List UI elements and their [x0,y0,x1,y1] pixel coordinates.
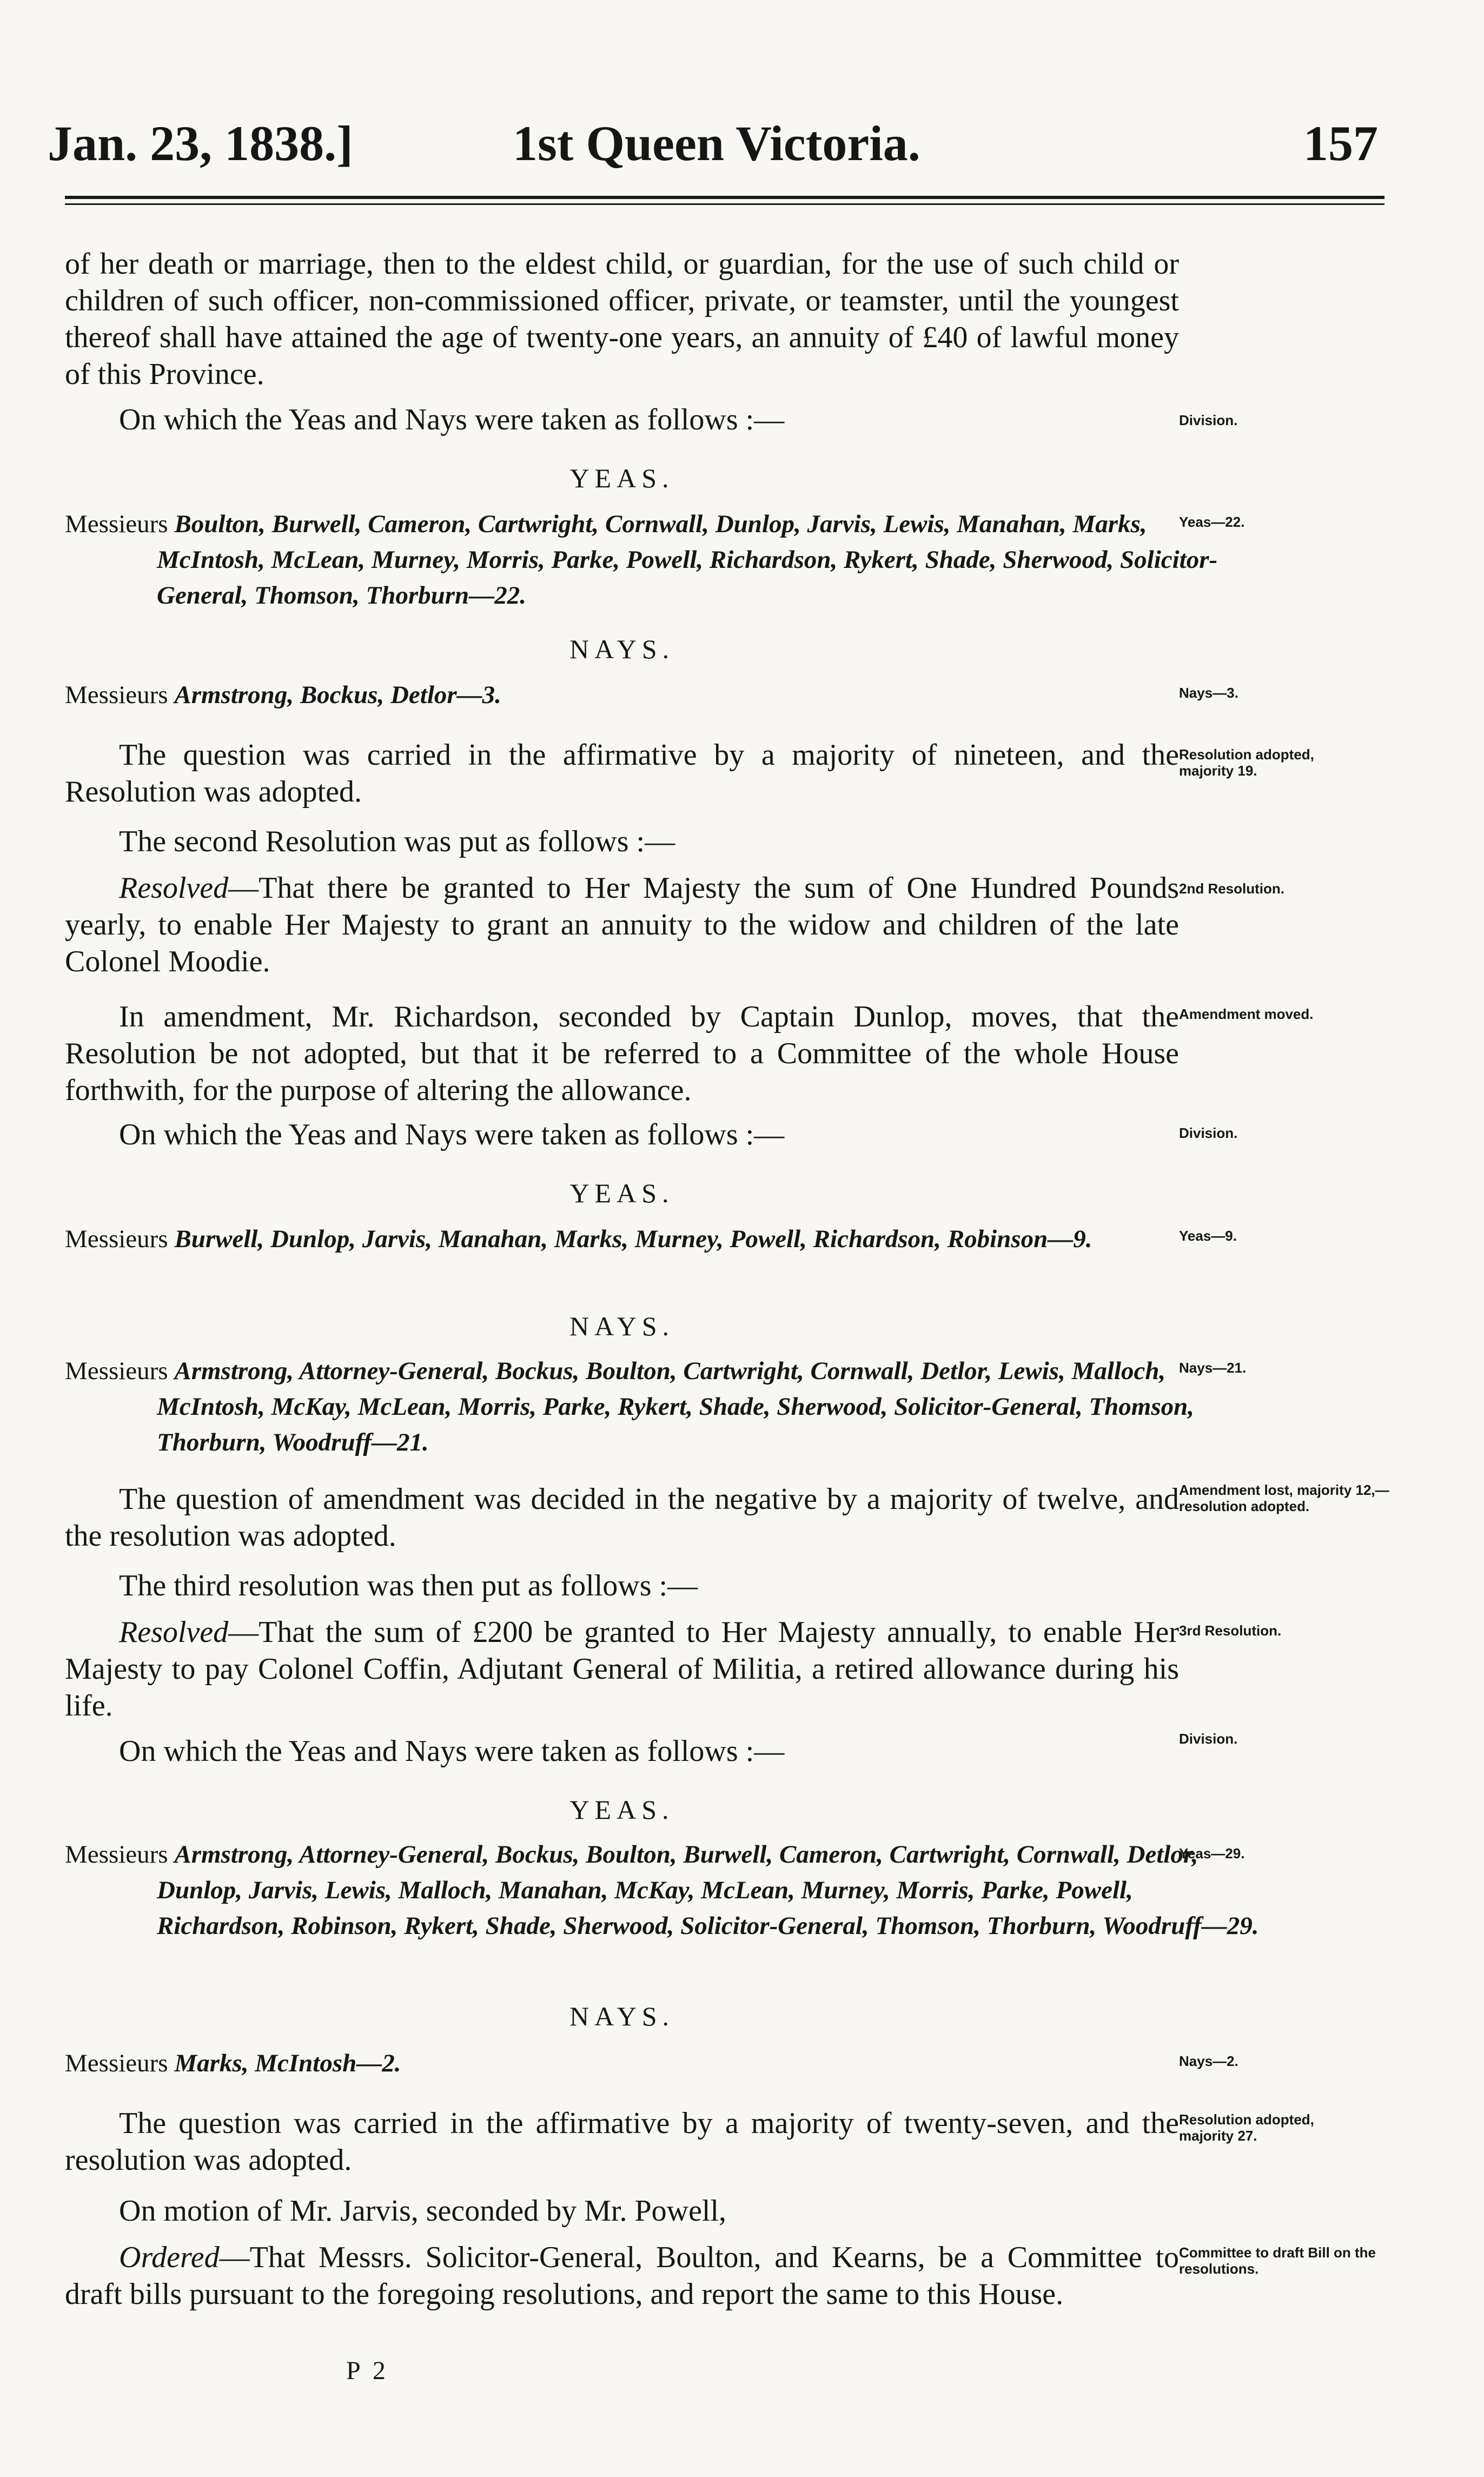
margin-note-resolution-adopted-1: Resolution adopted, majority 19. [1179,746,1314,779]
paragraph-division-3: On which the Yeas and Nays were taken as follows :— [119,1734,785,1768]
nays-names-3: Marks, McIntosh—2. [174,2049,401,2077]
paragraph-result-3: The question was carried in the affirmative by a majority of twenty-seven, and the resolution was adopted. [65,2107,1179,2177]
header-date: Jan. 23, 1838.] [48,116,353,171]
yeas-heading-1: YEAS. [569,463,674,493]
margin-note-committee: Committee to draft Bill on the resolutions. [1179,2244,1376,2277]
margin-note-nays-2: Nays—21. [1179,1360,1247,1376]
nays-names-2: Armstrong, Attorney-General, Bockus, Boulton, Cartwright, Cornwall, Detlor, Lewis, Malloch, McIntosh, McKay, McLean, Morris, Parke, Rykert, Shade, Sherwood, Solicitor-General, Thomson, Thorburn, Woodruff—21. [157,1357,1195,1456]
nays-list-3 [65,2045,1260,2081]
yeas-heading-3: YEAS. [569,1794,674,1825]
paragraph-second-resolution: The second Resolution was put as follows :— [119,825,675,858]
paragraph-resolved-3 [65,1614,1179,1724]
yeas-names-1: Boulton, Burwell, Cameron, Cartwright, Cornwall, Dunlop, Jarvis, Lewis, Manahan, Marks, McIntosh, McLean, Murney, Morris, Parke, Powell, Richardson, Rykert, Shade, Sherwood, Solicitor-General, Thomson, Thorburn—22. [157,510,1218,610]
margin-note-third-resolution: 3rd Resolution. [1179,1622,1282,1639]
resolved-text-2: —That there be granted to Her Majesty the sum of One Hundred Pounds yearly, to enable Her Majesty to grant an annuity to the widow and children of the late Colonel Moodie. [65,871,1179,978]
nays-list-2 [65,1353,1260,1460]
header-rule-thick [65,196,1384,199]
yeas-list-1 [65,506,1260,613]
nays-prefix-1: Messieurs [65,681,168,709]
margin-note-nays-1: Nays—3. [1179,685,1238,701]
yeas-names-3: Armstrong, Attorney-General, Bockus, Boulton, Burwell, Cameron, Cartwright, Cornwall, Detlor, Dunlop, Jarvis, Lewis, Malloch, Manahan, McKay, McLean, Murney, Morris, Parke, Powell, Richardson, Robinson, Rykert, Shade, Sherwood, Solicitor-General, Thomson, Thorburn, Woodruff—29. [157,1840,1259,1940]
margin-note-division-3: Division. [1179,1731,1238,1747]
paragraph-third-resolution: The third resolution was then put as follows :— [119,1569,698,1602]
paragraph-ordered [65,2239,1179,2313]
header-title: 1st Queen Victoria. [513,116,920,171]
nays-prefix-2: Messieurs [65,1357,168,1385]
margin-note-nays-3: Nays—2. [1179,2053,1238,2069]
signature-mark: P 2 [346,2356,389,2385]
yeas-heading-2: YEAS. [569,1178,674,1208]
ordered-lead: Ordered [119,2241,220,2274]
margin-note-yeas-1: Yeas—22. [1179,514,1245,530]
running-header [48,115,1378,180]
paragraph-amendment: In amendment, Mr. Richardson, seconded by Captain Dunlop, moves, that the Resolution be not adopted, but that it be referred to a Committee of the whole House forthwith, for the purpose of altering the allowance. [65,1000,1179,1107]
nays-list-1 [65,677,1260,713]
resolved-lead-2: Resolved [119,871,229,905]
yeas-names-2: Burwell, Dunlop, Jarvis, Manahan, Marks, Murney, Powell, Richardson, Robinson—9. [174,1225,1092,1253]
nays-heading-3: NAYS. [569,2001,675,2031]
nays-heading-2: NAYS. [569,1311,675,1341]
ordered-text: —That Messrs. Solicitor-General, Boulton, and Kearns, be a Committee to draft bills pursuant to the foregoing resolutions, and report the same to this House. [65,2241,1179,2311]
paragraph-result-1: The question was carried in the affirmative by a majority of nineteen, and the Resolution was adopted. [65,738,1179,809]
margin-note-division-1: Division. [1179,412,1238,428]
yeas-prefix-1: Messieurs [65,510,168,538]
nays-prefix-3: Messieurs [65,2049,168,2077]
yeas-prefix-3: Messieurs [65,1840,168,1869]
yeas-list-3 [65,1837,1260,1944]
paragraph-division-2: On which the Yeas and Nays were taken as follows :— [119,1118,785,1151]
margin-note-amendment: Amendment moved. [1179,1006,1314,1022]
margin-note-yeas-2: Yeas—9. [1179,1228,1237,1244]
margin-note-amendment-lost: Amendment lost, majority 12,—resolution adopted. [1179,1482,1389,1514]
margin-note-yeas-3: Yeas—29. [1179,1845,1245,1862]
page-number: 157 [1303,116,1378,171]
paragraph-resolved-2 [65,870,1179,980]
margin-note-division-2: Division. [1179,1125,1238,1141]
yeas-prefix-2: Messieurs [65,1225,168,1253]
header-rule-thin [65,203,1384,205]
paragraph-amendment-result: The question of amendment was decided in the negative by a majority of twelve, and the resolution was adopted. [65,1482,1179,1553]
margin-note-second-resolution: 2nd Resolution. [1179,880,1284,897]
resolved-text-3: —That the sum of £200 be granted to Her Majesty annually, to enable Her Majesty to pay Colonel Coffin, Adjutant General of Militia, a retired allowance during his life. [65,1615,1179,1723]
resolved-lead-3: Resolved [119,1615,229,1649]
yeas-list-2 [65,1221,1260,1257]
paragraph-division-1: On which the Yeas and Nays were taken as follows :— [119,403,785,436]
paragraph-continuation: of her death or marriage, then to the eldest child, or guardian, for the use of such child or children of such officer, non-commissioned officer, private, or teamster, until the youngest thereof shall have attained the age of twenty-one years, an annuity of £40 of lawful money of this Province. [65,247,1179,391]
nays-names-1: Armstrong, Bockus, Detlor—3. [174,681,501,709]
margin-note-resolution-adopted-3: Resolution adopted, majority 27. [1179,2111,1314,2144]
nays-heading-1: NAYS. [569,634,675,664]
paragraph-motion: On motion of Mr. Jarvis, seconded by Mr. Powell, [119,2194,727,2228]
